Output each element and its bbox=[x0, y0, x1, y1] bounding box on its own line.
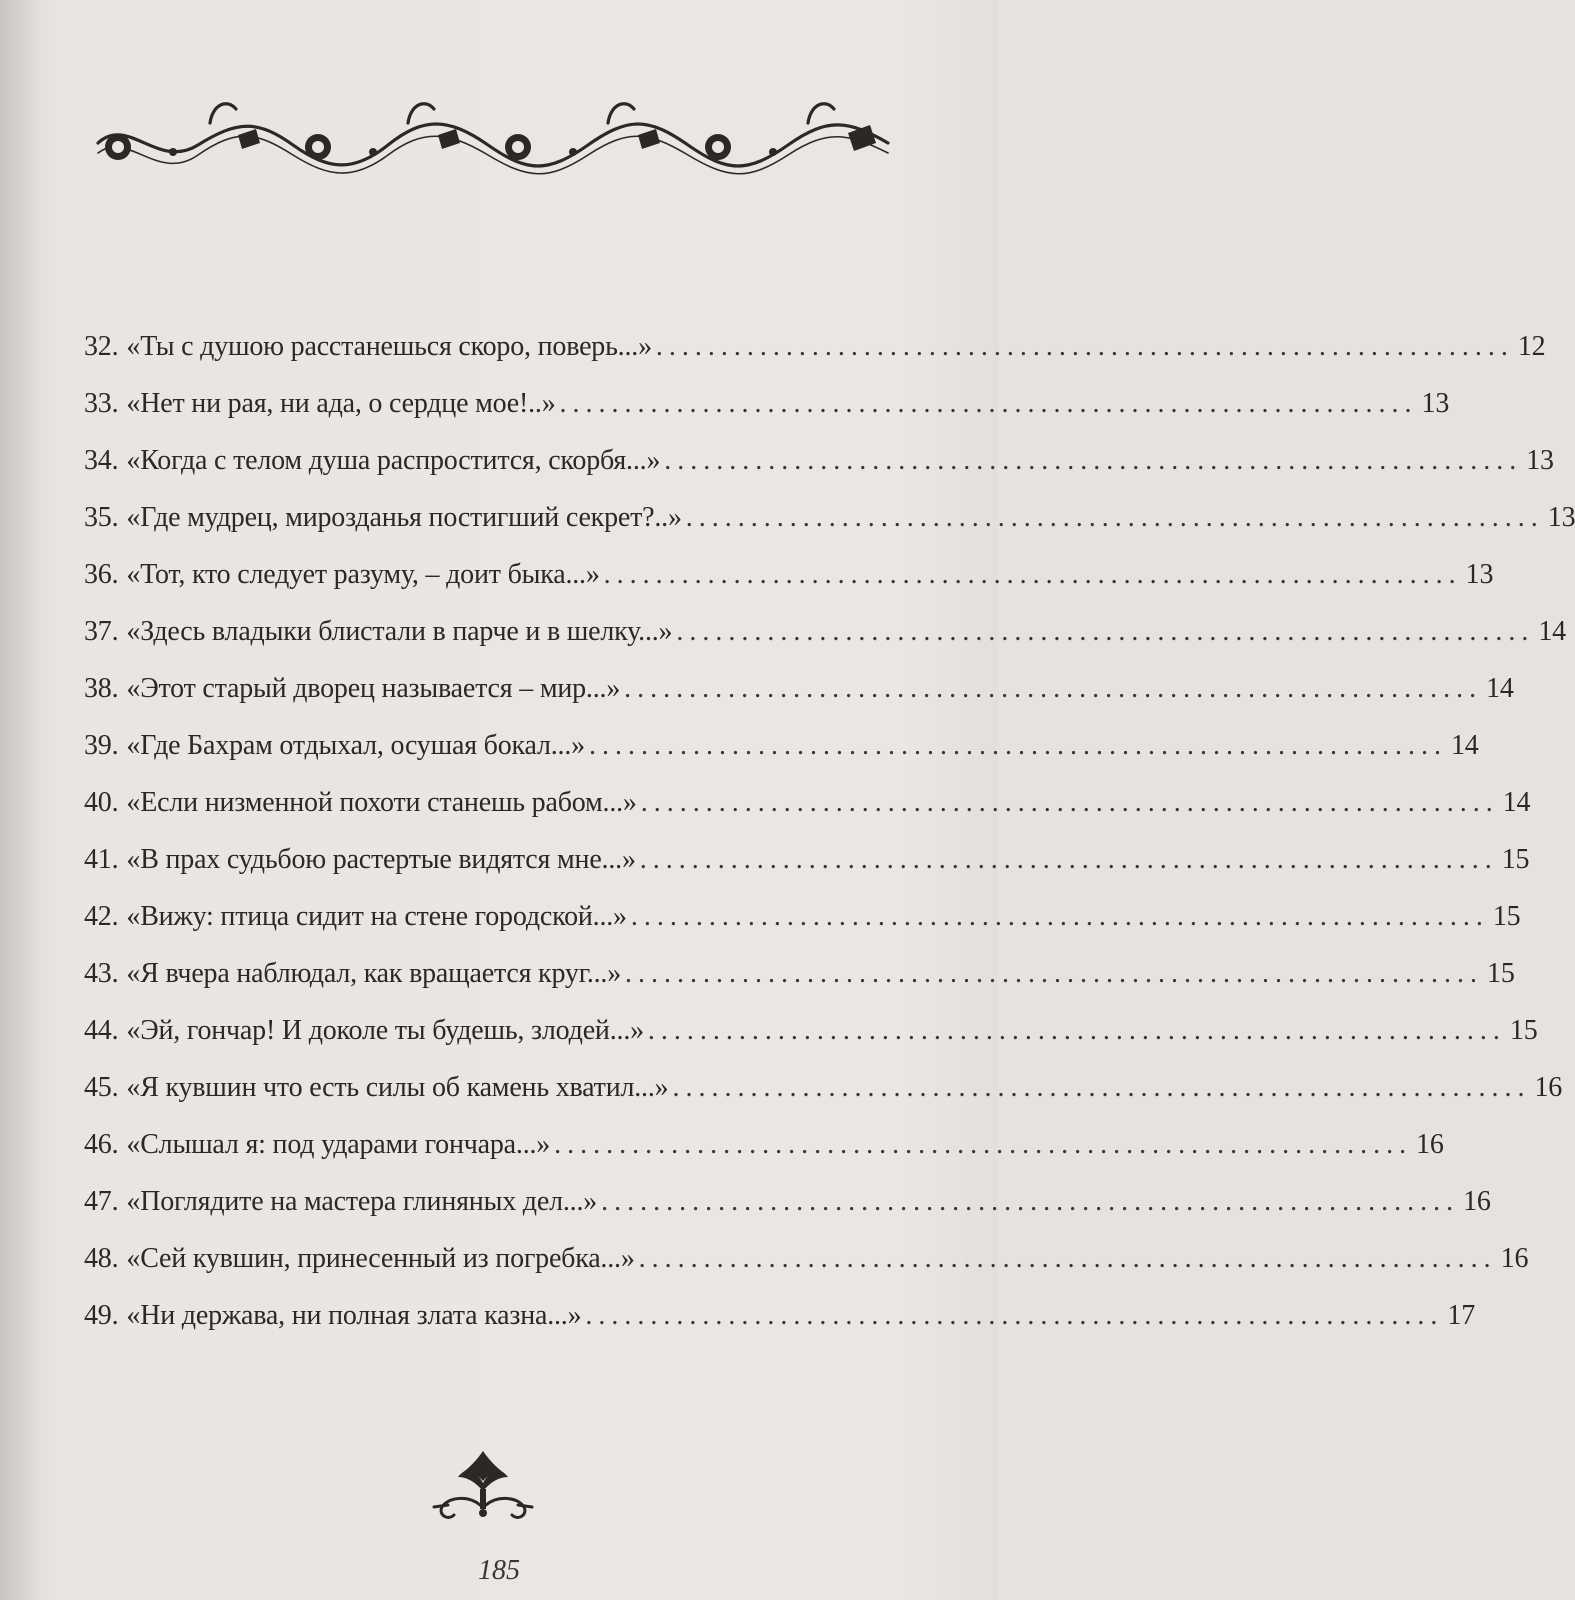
toc-entry-title: «Ты с душою расстанешься скоро, поверь...» bbox=[126, 331, 652, 362]
toc-entry-title: «Где Бахрам отдыхал, осушая бокал...» bbox=[126, 730, 585, 761]
toc-leader-dots: .................................................................. bbox=[672, 1072, 1531, 1103]
toc-entry[interactable] bbox=[84, 660, 1514, 717]
toc-entry-number: 46. bbox=[84, 1129, 119, 1160]
toc-leader-dots: .................................................................. bbox=[639, 844, 1498, 875]
toc-entry-page: 13 bbox=[1465, 559, 1494, 590]
toc-leader-dots: .................................................................. bbox=[630, 901, 1489, 932]
toc-entry-title: «В прах судьбою растертые видятся мне...» bbox=[126, 844, 636, 875]
toc-entry-title: «Я вчера наблюдал, как вращается круг...» bbox=[126, 958, 622, 989]
toc-entry[interactable] bbox=[84, 1002, 1538, 1059]
toc-entry[interactable] bbox=[84, 1173, 1491, 1230]
toc-entry-number: 32. bbox=[84, 331, 119, 362]
table-of-contents bbox=[84, 318, 1575, 1344]
toc-entry-number: 40. bbox=[84, 787, 119, 818]
toc-entry-title: «Когда с телом душа распростится, скорбя...» bbox=[126, 445, 661, 476]
toc-entry-number: 36. bbox=[84, 559, 119, 590]
page-number: 185 bbox=[478, 1555, 520, 1586]
toc-entry-title: «Тот, кто следует разуму, – доит быка...» bbox=[126, 559, 600, 590]
toc-leader-dots: .................................................................. bbox=[638, 1243, 1497, 1274]
toc-entry-page: 13 bbox=[1421, 388, 1450, 419]
toc-entry-title: «Слышал я: под ударами гончара...» bbox=[126, 1129, 551, 1160]
scroll-flourish-border-icon bbox=[88, 95, 898, 185]
toc-entry-number: 44. bbox=[84, 1015, 119, 1046]
toc-entry-title: «Здесь владыки блистали в парче и в шелку...» bbox=[126, 616, 673, 647]
toc-entry-number: 35. bbox=[84, 502, 119, 533]
toc-entry-page: 16 bbox=[1534, 1072, 1563, 1103]
toc-entry[interactable] bbox=[84, 774, 1531, 831]
toc-entry[interactable] bbox=[84, 717, 1479, 774]
toc-entry-page: 15 bbox=[1501, 844, 1530, 875]
toc-entry-title: «Этот старый дворец называется – мир...» bbox=[126, 673, 621, 704]
toc-entry-page: 14 bbox=[1502, 787, 1531, 818]
toc-entry-title: «Эй, гончар! И доколе ты будешь, злодей...» bbox=[126, 1015, 644, 1046]
toc-leader-dots: .................................................................. bbox=[624, 673, 1483, 704]
toc-entry-title: «Я кувшин что есть силы об камень хватил...» bbox=[126, 1072, 669, 1103]
toc-entry-number: 49. bbox=[84, 1300, 119, 1331]
toc-entry[interactable] bbox=[84, 489, 1575, 546]
toc-leader-dots: .................................................................. bbox=[585, 1300, 1444, 1331]
toc-entry[interactable] bbox=[84, 1116, 1444, 1173]
toc-leader-dots: .................................................................. bbox=[647, 1015, 1506, 1046]
toc-entry-title: «Сей кувшин, принесенный из погребка...» bbox=[126, 1243, 635, 1274]
toc-entry-page: 15 bbox=[1487, 958, 1515, 989]
toc-entry-page: 16 bbox=[1500, 1243, 1529, 1274]
toc-entry-page: 14 bbox=[1450, 730, 1479, 761]
toc-entry[interactable] bbox=[84, 831, 1530, 888]
toc-entry-title: «Нет ни рая, ни ада, о сердце мое!..» bbox=[126, 388, 556, 419]
toc-entry-page: 15 bbox=[1509, 1015, 1538, 1046]
toc-entry-number: 43. bbox=[84, 958, 119, 989]
toc-leader-dots: .................................................................. bbox=[588, 730, 1447, 761]
toc-entry-page: 13 bbox=[1547, 502, 1575, 533]
toc-entry-number: 37. bbox=[84, 616, 119, 647]
toc-entry[interactable] bbox=[84, 546, 1494, 603]
toc-entry-page: 14 bbox=[1538, 616, 1566, 647]
toc-leader-dots: .................................................................. bbox=[554, 1129, 1413, 1160]
toc-leader-dots: .................................................................. bbox=[655, 331, 1514, 362]
toc-entry-title: «Если низменной похоти станешь рабом...» bbox=[126, 787, 637, 818]
toc-entry-title: «Поглядите на мастера глиняных дел...» bbox=[126, 1186, 598, 1217]
toc-entry-number: 33. bbox=[84, 388, 119, 419]
toc-entry-number: 45. bbox=[84, 1072, 119, 1103]
toc-entry[interactable] bbox=[84, 603, 1566, 660]
toc-leader-dots: .................................................................. bbox=[601, 1186, 1460, 1217]
toc-entry[interactable] bbox=[84, 945, 1515, 1002]
toc-entry[interactable] bbox=[84, 375, 1450, 432]
toc-entry[interactable] bbox=[84, 888, 1521, 945]
toc-entry-number: 42. bbox=[84, 901, 119, 932]
toc-entry-page: 17 bbox=[1447, 1300, 1476, 1331]
toc-entry-number: 47. bbox=[84, 1186, 119, 1217]
toc-entry-page: 16 bbox=[1463, 1186, 1491, 1217]
toc-entry[interactable] bbox=[84, 432, 1554, 489]
toc-leader-dots: .................................................................. bbox=[685, 502, 1544, 533]
palmette-flourish-icon bbox=[428, 1447, 538, 1527]
toc-entry[interactable] bbox=[84, 1230, 1529, 1287]
toc-leader-dots: .................................................................. bbox=[625, 958, 1484, 989]
toc-entry-title: «Вижу: птица сидит на стене городской...» bbox=[126, 901, 627, 932]
toc-entry[interactable] bbox=[84, 1287, 1476, 1344]
toc-leader-dots: .................................................................. bbox=[640, 787, 1499, 818]
toc-entry-title: «Ни держава, ни полная злата казна...» bbox=[126, 1300, 582, 1331]
toc-entry-title: «Где мудрец, мирозданья постигший секрет?..» bbox=[126, 502, 682, 533]
toc-entry-number: 38. bbox=[84, 673, 119, 704]
toc-entry-page: 12 bbox=[1517, 331, 1546, 362]
toc-entry[interactable] bbox=[84, 318, 1546, 375]
toc-entry-number: 34. bbox=[84, 445, 119, 476]
toc-entry-number: 48. bbox=[84, 1243, 119, 1274]
toc-entry-number: 41. bbox=[84, 844, 119, 875]
toc-entry-page: 15 bbox=[1492, 901, 1521, 932]
page-gutter-shadow bbox=[0, 0, 40, 1600]
toc-entry[interactable] bbox=[84, 1059, 1563, 1116]
toc-leader-dots: .................................................................. bbox=[664, 445, 1523, 476]
toc-entry-number: 39. bbox=[84, 730, 119, 761]
toc-entry-page: 14 bbox=[1486, 673, 1514, 704]
toc-leader-dots: .................................................................. bbox=[676, 616, 1535, 647]
toc-leader-dots: .................................................................. bbox=[559, 388, 1418, 419]
toc-entry-page: 13 bbox=[1526, 445, 1554, 476]
toc-leader-dots: .................................................................. bbox=[603, 559, 1462, 590]
toc-entry-page: 16 bbox=[1416, 1129, 1444, 1160]
